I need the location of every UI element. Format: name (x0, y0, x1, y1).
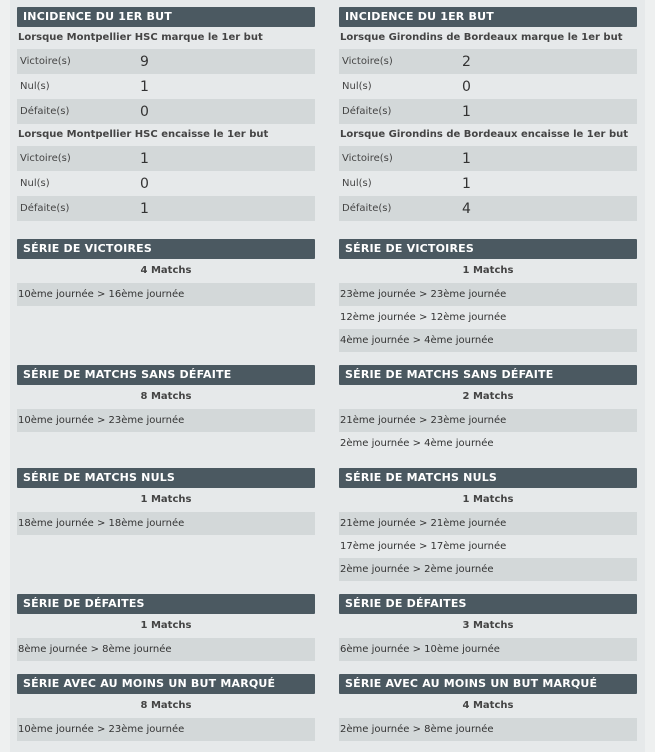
scores-first-label: Lorsque Girondins de Bordeaux marque le 1er but (340, 32, 623, 43)
stat-label: Nul(s) (20, 178, 50, 189)
concedes-first-label: Lorsque Montpellier HSC encaisse le 1er but (18, 129, 269, 140)
section-header: SÉRIE DE MATCHS NULS (339, 468, 637, 488)
streak-row: 10ème journée > 23ème journée (17, 409, 315, 432)
streak-row: 10ème journée > 16ème journée (17, 283, 315, 306)
stat-value: 0 (140, 175, 149, 192)
streak-count: 1 Matchs (140, 620, 192, 631)
unbeaten-streak-section (339, 365, 637, 455)
stats-panel (10, 0, 645, 752)
section-header: SÉRIE DE MATCHS SANS DÉFAITE (339, 365, 637, 385)
streak-row: 8ème journée > 8ème journée (17, 638, 315, 661)
streak-row: 2ème journée > 4ème journée (340, 438, 494, 449)
stat-value: 0 (140, 103, 149, 120)
stat-label: Victoire(s) (342, 153, 393, 164)
incidence-section (17, 7, 315, 221)
stat-label: Défaite(s) (20, 203, 70, 214)
streak-count: 1 Matchs (140, 494, 192, 505)
section-header: SÉRIE DE DÉFAITES (339, 594, 637, 614)
scores-first-label: Lorsque Montpellier HSC marque le 1er but (18, 32, 263, 43)
section-header: SÉRIE AVEC AU MOINS UN BUT MARQUÉ (339, 674, 637, 694)
streak-count: 4 Matchs (140, 265, 192, 276)
streak-count: 1 Matchs (462, 494, 514, 505)
streak-count: 2 Matchs (462, 391, 514, 402)
section-header: SÉRIE DE VICTOIRES (17, 239, 315, 259)
streak-row: 17ème journée > 17ème journée (340, 541, 507, 552)
streak-row: 21ème journée > 21ème journée (339, 512, 637, 535)
section-header: INCIDENCE DU 1ER BUT (17, 7, 315, 27)
stat-value: 1 (462, 150, 471, 167)
streak-row: 4ème journée > 4ème journée (339, 329, 637, 352)
stat-label: Nul(s) (342, 178, 372, 189)
stat-label: Victoire(s) (342, 56, 393, 67)
streak-row: 6ème journée > 10ème journée (339, 638, 637, 661)
stat-label: Victoire(s) (20, 153, 71, 164)
incidence-section (339, 7, 637, 221)
streak-row: 21ème journée > 23ème journée (339, 409, 637, 432)
draws-streak-section (339, 468, 637, 581)
stat-row-wins (17, 49, 315, 74)
stat-value: 9 (140, 53, 149, 70)
streak-count: 3 Matchs (462, 620, 514, 631)
section-header: SÉRIE AVEC AU MOINS UN BUT MARQUÉ (17, 674, 315, 694)
section-header: INCIDENCE DU 1ER BUT (339, 7, 637, 27)
stat-label: Nul(s) (342, 81, 372, 92)
stat-label: Défaite(s) (342, 106, 392, 117)
section-header: SÉRIE DE VICTOIRES (339, 239, 637, 259)
stat-row-draws (339, 74, 637, 99)
streak-row: 18ème journée > 18ème journée (17, 512, 315, 535)
concedes-first-label: Lorsque Girondins de Bordeaux encaisse le 1er but (340, 129, 629, 140)
defeats-streak-section (339, 594, 637, 661)
stat-row-losses (17, 196, 315, 221)
stat-value: 0 (462, 78, 471, 95)
stat-row-wins (339, 146, 637, 171)
streak-row: 23ème journée > 23ème journée (339, 283, 637, 306)
stat-row-losses (17, 99, 315, 124)
stat-label: Défaite(s) (20, 106, 70, 117)
stat-row-wins (339, 49, 637, 74)
scoring-streak-section (339, 674, 637, 741)
stat-row-wins (17, 146, 315, 171)
section-header: SÉRIE DE MATCHS SANS DÉFAITE (17, 365, 315, 385)
section-header: SÉRIE DE MATCHS NULS (17, 468, 315, 488)
draws-streak-section (17, 468, 315, 535)
stat-row-draws (17, 171, 315, 196)
streak-count: 8 Matchs (140, 391, 192, 402)
stat-value: 2 (462, 53, 471, 70)
streak-row: 2ème journée > 2ème journée (339, 558, 637, 581)
streak-count: 4 Matchs (462, 700, 514, 711)
streak-count: 8 Matchs (140, 700, 192, 711)
streak-row: 2ème journée > 8ème journée (339, 718, 637, 741)
wins-streak-section (17, 239, 315, 306)
stat-value: 1 (140, 200, 149, 217)
stat-label: Victoire(s) (20, 56, 71, 67)
wins-streak-section (339, 239, 637, 352)
stat-row-losses (339, 99, 637, 124)
stat-row-losses (339, 196, 637, 221)
streak-row: 12ème journée > 12ème journée (340, 312, 507, 323)
unbeaten-streak-section (17, 365, 315, 432)
stat-label: Nul(s) (20, 81, 50, 92)
streak-row: 10ème journée > 23ème journée (17, 718, 315, 741)
section-header: SÉRIE DE DÉFAITES (17, 594, 315, 614)
stat-value: 1 (462, 103, 471, 120)
streak-count: 1 Matchs (462, 265, 514, 276)
stat-value: 1 (462, 175, 471, 192)
stat-row-draws (17, 74, 315, 99)
defeats-streak-section (17, 594, 315, 661)
stat-label: Défaite(s) (342, 203, 392, 214)
stat-value: 1 (140, 150, 149, 167)
stat-value: 1 (140, 78, 149, 95)
stat-row-draws (339, 171, 637, 196)
scoring-streak-section (17, 674, 315, 741)
stat-value: 4 (462, 200, 471, 217)
